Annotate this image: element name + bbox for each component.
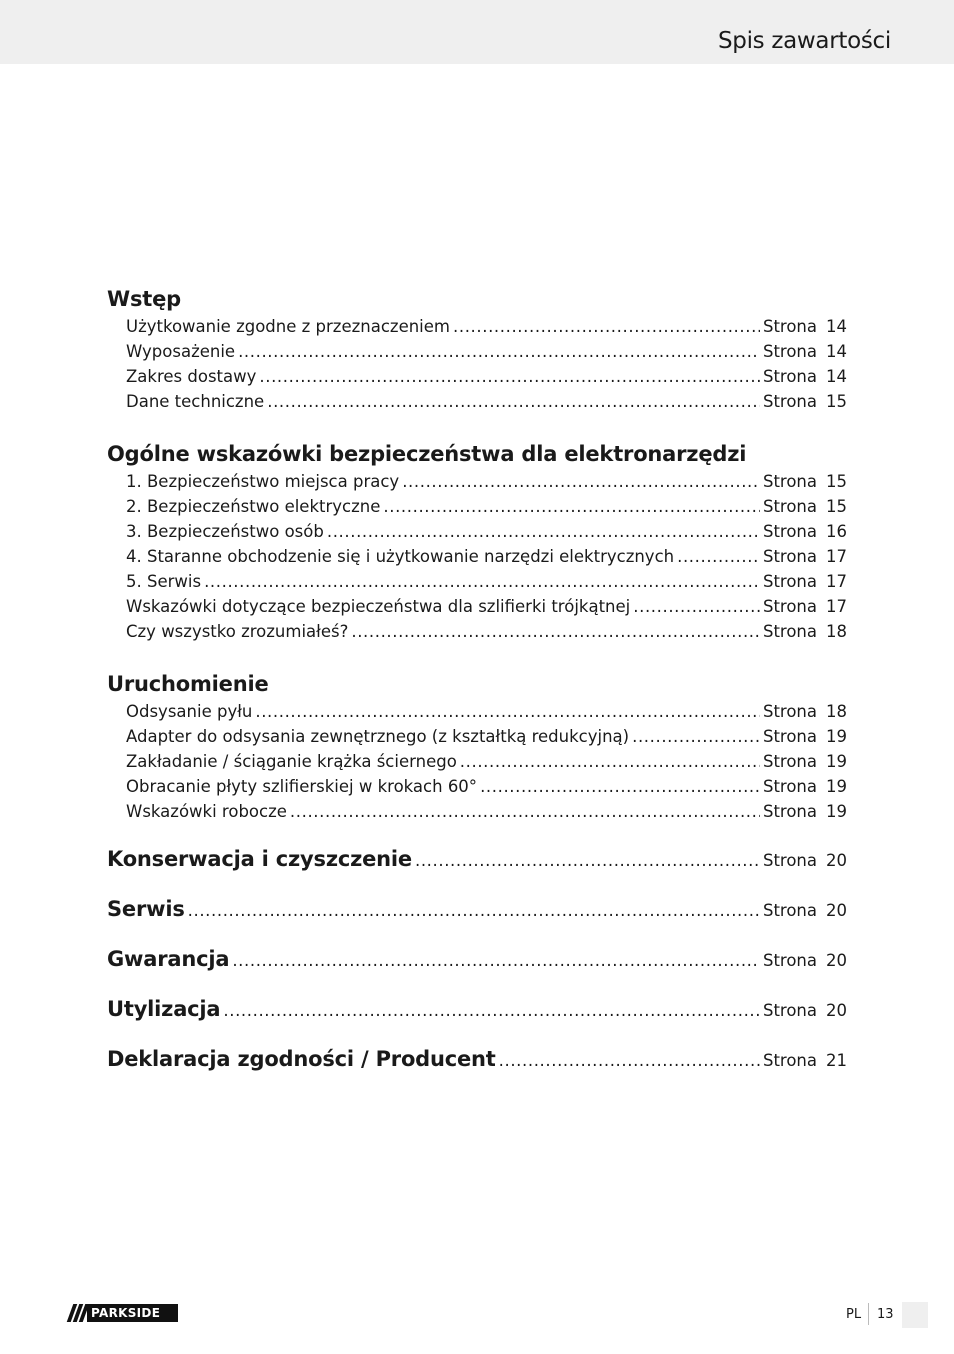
page-number: 17 bbox=[826, 547, 847, 566]
leader-dots bbox=[204, 569, 760, 594]
page-number: 19 bbox=[826, 777, 847, 796]
page-label: Strona bbox=[762, 851, 817, 870]
leader-dots bbox=[480, 774, 760, 799]
section-title: Uruchomienie bbox=[107, 672, 269, 696]
page-label: Strona bbox=[762, 702, 817, 721]
leader-dots bbox=[383, 494, 760, 519]
toc-main-entry bbox=[107, 1044, 847, 1074]
toc-entry bbox=[107, 569, 847, 594]
page-label: Strona bbox=[762, 622, 817, 641]
page-number: 20 bbox=[826, 1001, 847, 1020]
page-number: 19 bbox=[826, 802, 847, 821]
toc-entry bbox=[107, 364, 847, 389]
footer-tab-marker bbox=[902, 1302, 928, 1328]
page-number: 19 bbox=[826, 752, 847, 771]
leader-dots bbox=[633, 594, 760, 619]
page-number: 18 bbox=[826, 622, 847, 641]
page-label: Strona bbox=[762, 752, 817, 771]
toc-section bbox=[107, 669, 847, 824]
leader-dots bbox=[632, 724, 760, 749]
section-title: Ogólne wskazówki bezpieczeństwa dla elektronarzędzi bbox=[107, 442, 747, 466]
page-label: Strona bbox=[762, 802, 817, 821]
toc-main-entry bbox=[107, 994, 847, 1024]
leader-dots bbox=[223, 996, 760, 1026]
leader-dots bbox=[259, 364, 760, 389]
header-band bbox=[0, 0, 954, 64]
entry-label: 3. Bezpieczeństwo osób bbox=[126, 522, 324, 541]
main-entry-label: Deklaracja zgodności / Producent bbox=[107, 1047, 496, 1071]
main-entry-label: Gwarancja bbox=[107, 947, 230, 971]
toc-entry bbox=[107, 469, 847, 494]
toc-entry bbox=[107, 339, 847, 364]
entry-label: 4. Staranne obchodzenie się i użytkowanie narzędzi elektrycznych bbox=[126, 547, 675, 566]
leader-dots bbox=[499, 1046, 760, 1076]
entry-label: Czy wszystko zrozumiałeś? bbox=[126, 622, 349, 641]
main-entry-label: Utylizacja bbox=[107, 997, 221, 1021]
page-label: Strona bbox=[762, 727, 817, 746]
main-entry-label: Konserwacja i czyszczenie bbox=[107, 847, 412, 871]
page-number: 18 bbox=[826, 702, 847, 721]
entry-label: Wskazówki robocze bbox=[126, 802, 287, 821]
page-label: Strona bbox=[762, 597, 817, 616]
leader-dots bbox=[460, 749, 760, 774]
entry-label: Użytkowanie zgodne z przeznaczeniem bbox=[126, 317, 450, 336]
page-label: Strona bbox=[762, 572, 817, 591]
leader-dots bbox=[267, 389, 760, 414]
entry-label: Dane techniczne bbox=[126, 392, 265, 411]
page-number: 14 bbox=[826, 367, 847, 386]
toc-entry bbox=[107, 494, 847, 519]
logo-stripes-icon bbox=[67, 1304, 87, 1322]
leader-dots bbox=[232, 946, 760, 976]
toc-entry bbox=[107, 594, 847, 619]
page-label: Strona bbox=[762, 901, 817, 920]
entry-label: Wyposażenie bbox=[126, 342, 236, 361]
leader-dots bbox=[290, 799, 760, 824]
leader-dots bbox=[255, 699, 760, 724]
page-label: Strona bbox=[762, 317, 817, 336]
toc-section bbox=[107, 284, 847, 414]
page-number-footer: 13 bbox=[877, 1307, 894, 1322]
page-label: Strona bbox=[762, 497, 817, 516]
toc-entry bbox=[107, 774, 847, 799]
entry-label: 2. Bezpieczeństwo elektryczne bbox=[126, 497, 381, 516]
page-number: 14 bbox=[826, 317, 847, 336]
entry-label: 1. Bezpieczeństwo miejsca pracy bbox=[126, 472, 400, 491]
leader-dots bbox=[238, 339, 760, 364]
page-label: Strona bbox=[762, 1051, 817, 1070]
entry-label: Wskazówki dotyczące bezpieczeństwa dla szlifierki trójkątnej bbox=[126, 597, 631, 616]
page-number: 15 bbox=[826, 497, 847, 516]
entry-label: Obracanie płyty szlifierskiej w krokach 60° bbox=[126, 777, 478, 796]
page-title: Spis zawartości bbox=[717, 28, 891, 54]
toc-main-entry bbox=[107, 844, 847, 874]
page-label: Strona bbox=[762, 392, 817, 411]
leader-dots bbox=[188, 896, 760, 926]
leader-dots bbox=[327, 519, 760, 544]
page-label: Strona bbox=[762, 1001, 817, 1020]
page-number: 17 bbox=[826, 597, 847, 616]
page-number: 20 bbox=[826, 901, 847, 920]
page-number: 15 bbox=[826, 392, 847, 411]
parkside-logo bbox=[67, 1304, 178, 1322]
page-label: Strona bbox=[762, 472, 817, 491]
toc-main-entry bbox=[107, 894, 847, 924]
toc-entry bbox=[107, 724, 847, 749]
page-number: 15 bbox=[826, 472, 847, 491]
table-of-contents bbox=[107, 284, 847, 1074]
leader-dots bbox=[453, 314, 760, 339]
toc-entry bbox=[107, 544, 847, 569]
toc-entry bbox=[107, 619, 847, 644]
page-label: Strona bbox=[762, 547, 817, 566]
toc-entry bbox=[107, 314, 847, 339]
toc-entry bbox=[107, 799, 847, 824]
page-number: 21 bbox=[826, 1051, 847, 1070]
page-number: 14 bbox=[826, 342, 847, 361]
page-number: 17 bbox=[826, 572, 847, 591]
main-entry-label: Serwis bbox=[107, 897, 185, 921]
section-title: Wstęp bbox=[107, 287, 181, 311]
page-number: 19 bbox=[826, 727, 847, 746]
page-label: Strona bbox=[762, 777, 817, 796]
leader-dots bbox=[402, 469, 760, 494]
entry-label: 5. Serwis bbox=[126, 572, 202, 591]
page-label: Strona bbox=[762, 522, 817, 541]
toc-entry bbox=[107, 699, 847, 724]
brand-name: PARKSIDE bbox=[91, 1306, 161, 1320]
entry-label: Odsysanie pyłu bbox=[126, 702, 253, 721]
page-number: 20 bbox=[826, 951, 847, 970]
toc-main-entry bbox=[107, 944, 847, 974]
toc-entry bbox=[107, 519, 847, 544]
entry-label: Zakładanie / ściąganie krążka ściernego bbox=[126, 752, 457, 771]
entry-label: Zakres dostawy bbox=[126, 367, 257, 386]
leader-dots bbox=[677, 544, 760, 569]
leader-dots bbox=[351, 619, 760, 644]
page-label: Strona bbox=[762, 342, 817, 361]
page-number: 16 bbox=[826, 522, 847, 541]
toc-entry bbox=[107, 749, 847, 774]
leader-dots bbox=[415, 846, 760, 876]
page-label: Strona bbox=[762, 951, 817, 970]
page-number: 20 bbox=[826, 851, 847, 870]
entry-label: Adapter do odsysania zewnętrznego (z kształtką redukcyjną) bbox=[126, 727, 630, 746]
toc-section bbox=[107, 439, 847, 644]
footer-divider bbox=[868, 1303, 869, 1325]
language-code: PL bbox=[846, 1307, 862, 1322]
toc-entry bbox=[107, 389, 847, 414]
page-label: Strona bbox=[762, 367, 817, 386]
